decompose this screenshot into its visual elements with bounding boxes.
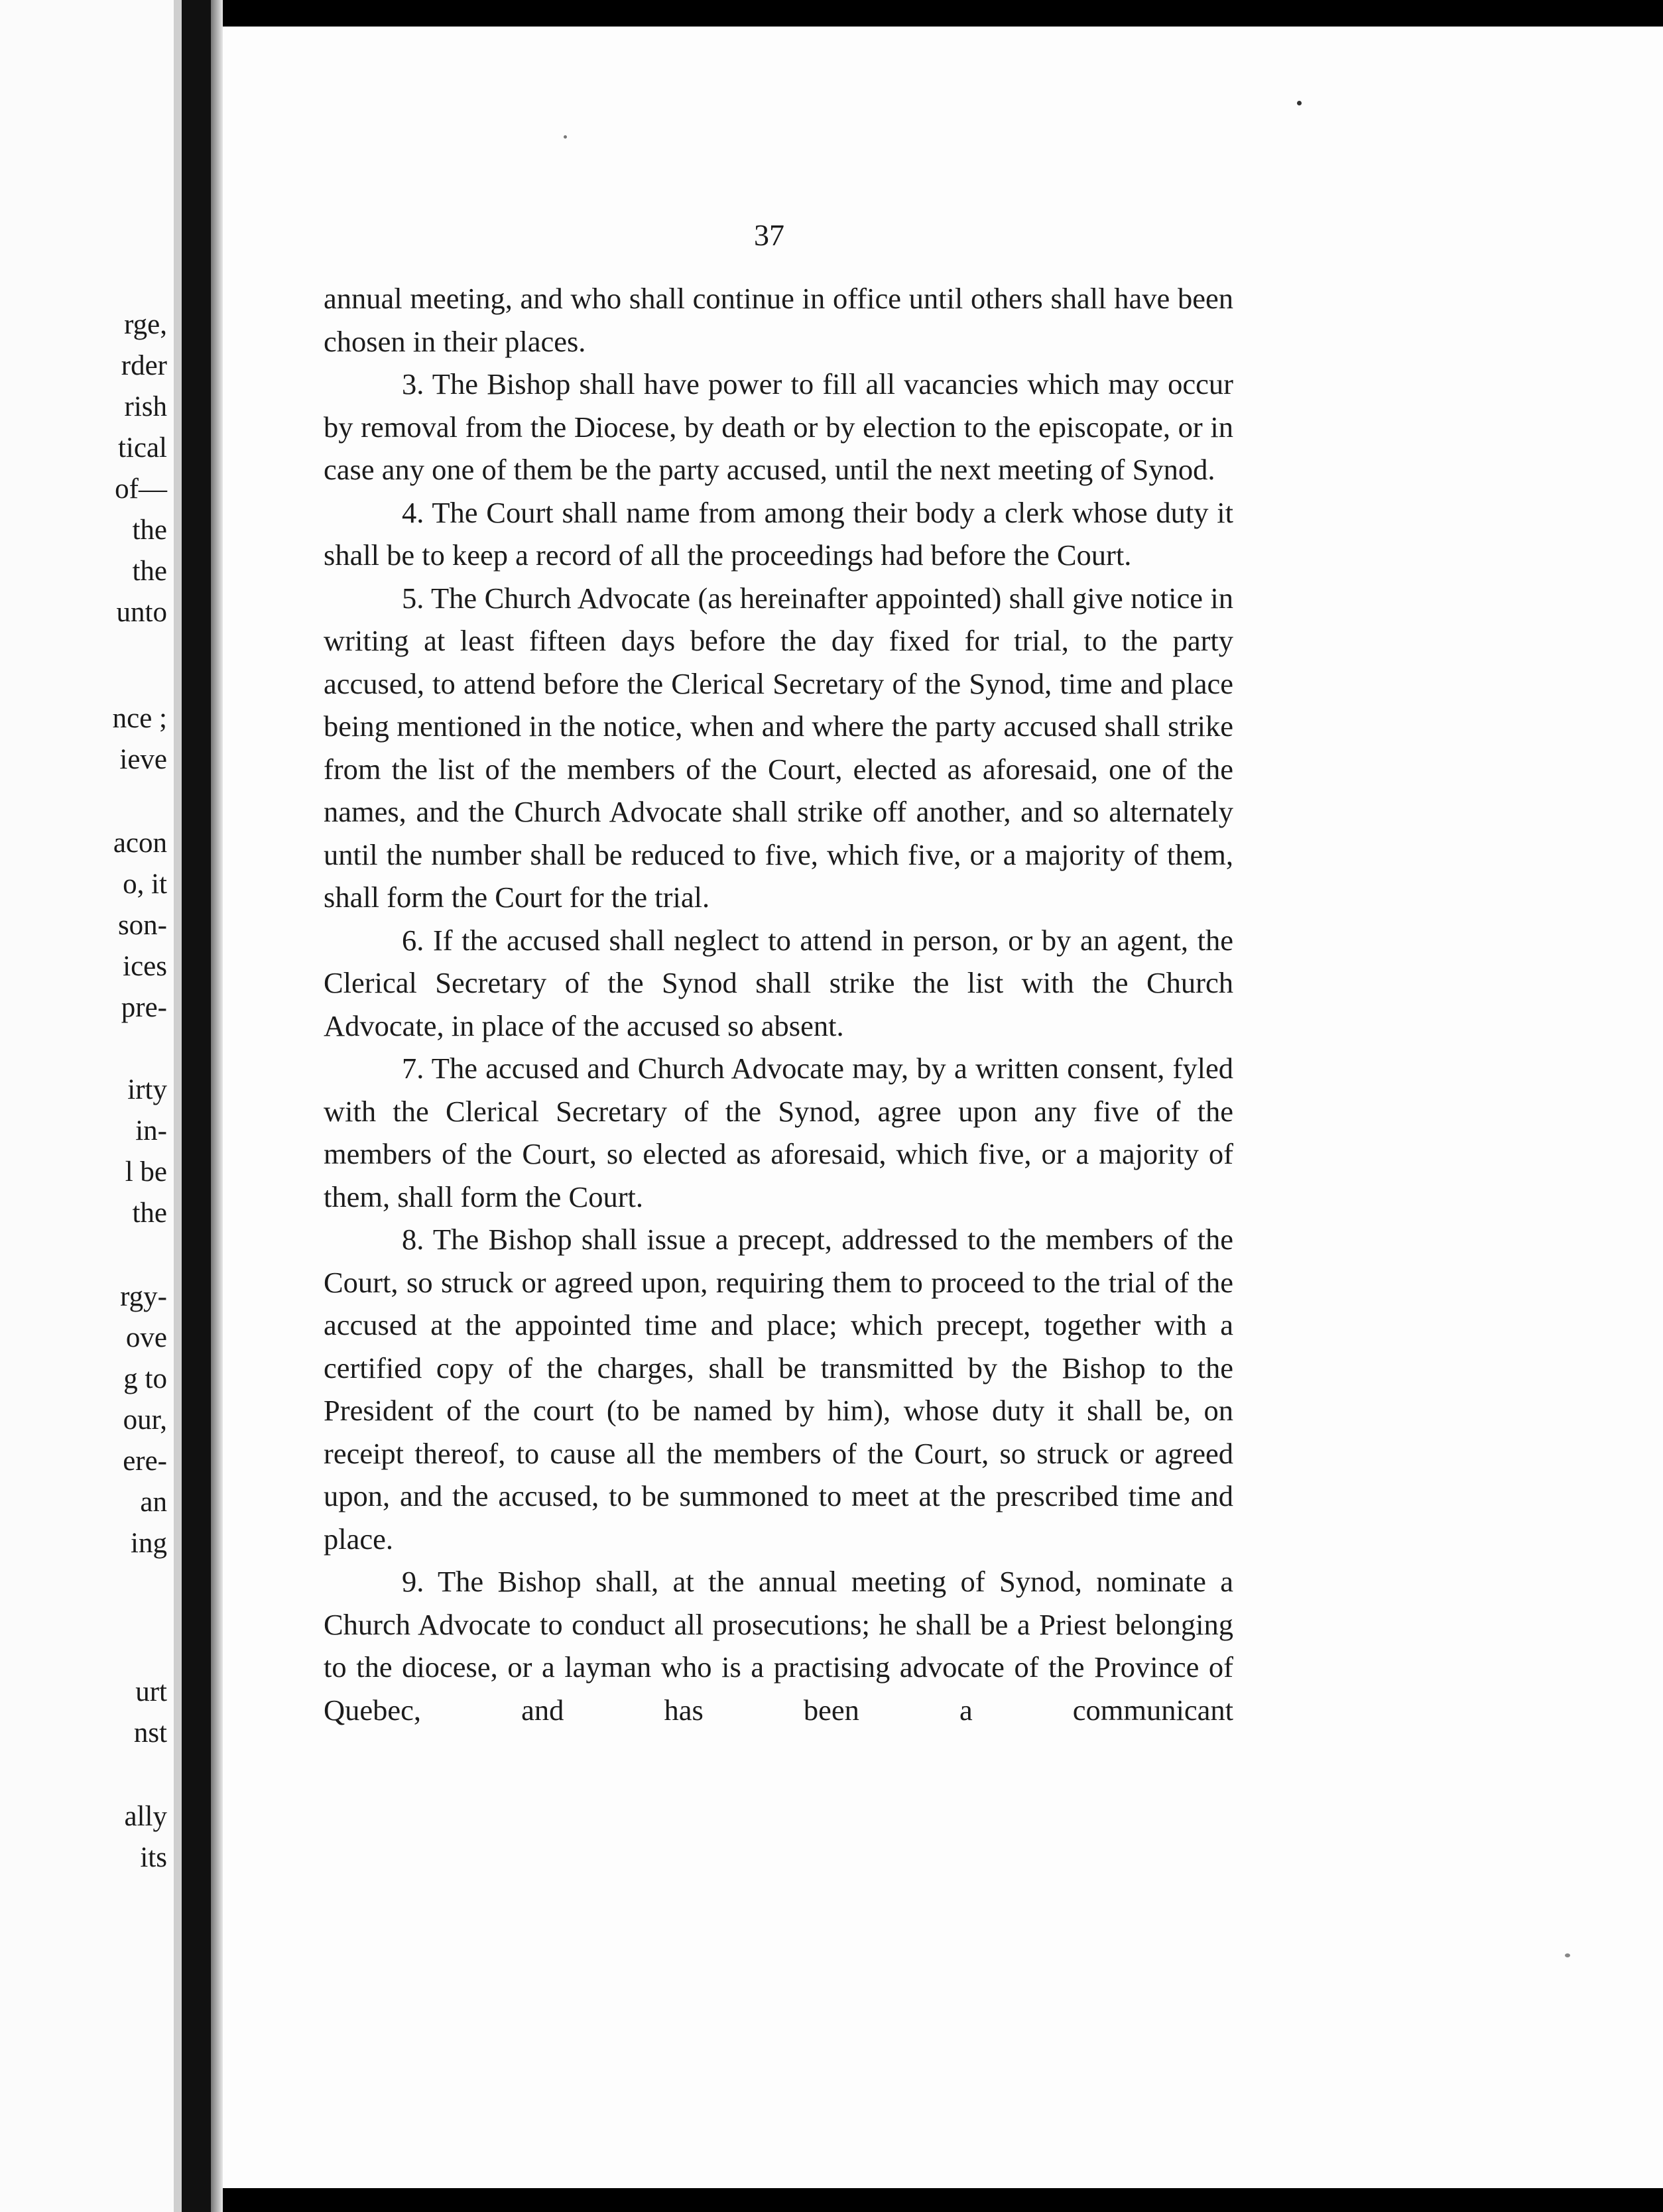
facing-page-fragment: ere- (123, 1445, 167, 1477)
facing-page-fragment: tical (117, 432, 167, 463)
paragraph-4: 4. The Court shall name from among their body a clerk whose duty it shall be to keep a record of all the proceedings had before the Court. (324, 495, 1233, 572)
facing-page-fragment: g to (123, 1363, 167, 1394)
paragraph-6: 6. If the accused shall neglect to attend in person, or by an agent, the Clerical Secretary of the Synod shall strike the list with the Church Advocate, in place of the accused so absent. (324, 923, 1233, 1042)
facing-page-fragment: nst (133, 1717, 167, 1749)
scan-speck (1565, 1953, 1570, 1957)
facing-page-fragment: our, (123, 1404, 167, 1436)
paragraph-9: 9. The Bishop shall, at the annual meeting of Synod, nominate a Church Advocate to conduct all prosecutions; he shall be a Priest belonging to the diocese, or a layman who is a practising advocate of the Province of Quebec, and has been a communicant (324, 1565, 1233, 1727)
facing-page-fragment: ices (123, 951, 167, 982)
facing-page-fragment: of— (115, 473, 167, 505)
body-text (324, 277, 1233, 1731)
facing-page-fragment: the (132, 515, 167, 546)
facing-page-fragment: l be (125, 1156, 167, 1188)
paragraph-continuation: annual meeting, and who shall continue in office until others shall have been chosen in their places. (324, 282, 1233, 358)
facing-page-fragment: its (140, 1842, 167, 1873)
facing-page-fragment: the (132, 556, 167, 587)
facing-page-fragment: unto (116, 597, 167, 628)
facing-page-fragment: an (140, 1487, 167, 1518)
paragraph-5: 5. The Church Advocate (as hereinafter appointed) shall give notice in writing at least fifteen days before the day fixed for trial, to the party accused, to attend before the Clerical Secretary of the Synod, time and place being mentioned in the notice, when and where the party accused shall strike from the list of the members of the Court, elected as aforesaid, one of the names, and the Church Advocate shall strike off another, and so alternately until the number shall be reduced to five, which five, or a majority of them, shall form the Court for the trial. (324, 581, 1233, 914)
facing-page-fragment: in- (135, 1115, 167, 1146)
paragraph-7: 7. The accused and Church Advocate may, by a written consent, fyled with the Clerical Secretary of the Synod, agree upon any five of the members of the Court, so elected as aforesaid, which five, or a majority of them, shall form the Court. (324, 1052, 1233, 1213)
facing-page-fragment: ove (125, 1322, 167, 1353)
facing-page-fragment: ing (131, 1528, 167, 1559)
facing-page-fragment: rish (124, 391, 167, 422)
facing-page-fragment: the (132, 1198, 167, 1229)
paragraph-3: 3. The Bishop shall have power to fill all vacancies which may occur by removal from the Diocese, by death or by election to the episcopate, or in case any one of them be the party accused, until the next meeting of Synod. (324, 367, 1233, 486)
scan-speck (564, 135, 567, 139)
facing-page-fragment: ally (124, 1801, 167, 1832)
facing-page-fragment: rder (121, 350, 167, 381)
page-curl-shade (211, 0, 223, 2212)
facing-page-fragment: acon (113, 828, 167, 859)
facing-page-fragment: irty (127, 1074, 167, 1105)
paragraph-8: 8. The Bishop shall issue a precept, addressed to the members of the Court, so struck or agreed upon, requiring them to proceed to the trial of the accused at the appointed time and place; which precept, together with a certified copy of the charges, shall be transmitted by the Bishop to the President of the court (to be named by him), whose duty it shall be, on receipt thereof, to cause all the members of the Court, so struck or agreed upon, and the accused, to be summoned to meet at the prescribed time and place. (324, 1223, 1233, 1556)
page-gutter-edge (174, 0, 182, 2212)
facing-page-fragment: rgy- (120, 1281, 167, 1312)
facing-page-fragment: pre- (121, 992, 167, 1023)
facing-page-fragment: o, it (123, 869, 167, 900)
facing-page-fragment: ieve (119, 744, 167, 775)
scan-speck (1297, 101, 1302, 105)
facing-page-fragment: rge, (124, 309, 167, 340)
facing-page-fragment: son- (117, 910, 167, 941)
facing-page-fragment: urt (135, 1676, 167, 1707)
book-binding-shadow (182, 0, 211, 2212)
facing-page-fragment: nce ; (112, 703, 167, 734)
facing-page-strip (0, 0, 174, 2212)
page-number: 37 (754, 218, 784, 252)
